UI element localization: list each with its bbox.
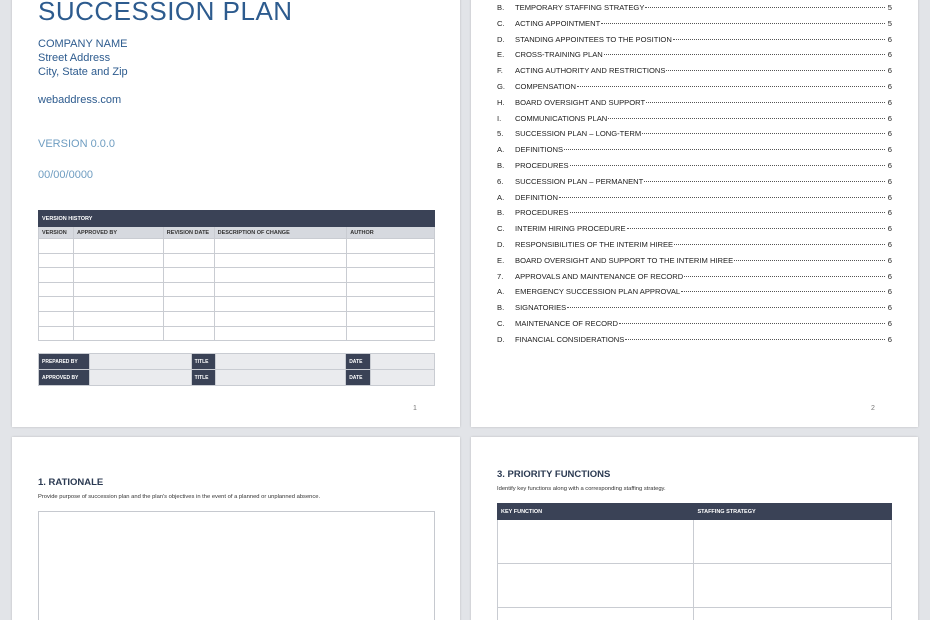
toc-entry-page: 6 [887,287,892,297]
street-address: Street Address [38,52,111,64]
toc-entry-page: 6 [887,240,892,249]
toc-entry-title: PROCEDURES [515,161,569,170]
toc-entry[interactable] [497,35,892,44]
title-field[interactable] [215,354,346,370]
toc-entry-title: SUCCESSION PLAN – LONG-TERM [515,129,642,139]
section-heading: 3. PRIORITY FUNCTIONS [497,469,611,480]
toc-entry[interactable] [497,66,892,75]
toc-entry-number: B. [497,161,505,170]
toc-entry[interactable] [497,256,892,265]
version-label: VERSION 0.0.0 [38,138,116,150]
toc-entry-page: 6 [887,208,892,218]
toc-leader-dots [666,70,885,71]
toc-entry-title: CROSS-TRAINING PLAN [515,50,603,60]
toc-entry-page: 6 [887,129,892,139]
table-row[interactable] [39,253,435,268]
section-instructions: Provide purpose of succession plan and the plan's objectives in the event of a planned or unplanned absence. [38,494,321,500]
page-number: 1 [413,405,417,412]
toc-entry[interactable] [497,303,892,312]
toc-leader-dots [564,149,885,150]
toc-entry-number: B. [497,303,505,313]
toc-entry-number: A. [497,287,505,297]
toc-entry-page: 6 [887,50,892,60]
toc-leader-dots [674,244,885,245]
toc-entry-title: INTERIM HIRING PROCEDURE [515,224,626,234]
signoff-table [38,353,435,386]
toc-entry-number: H. [497,97,505,107]
toc-entry-page: 6 [887,97,892,107]
table-row[interactable] [498,520,892,564]
toc-entry-number: 6. [497,176,504,186]
table-row[interactable] [39,268,435,283]
toc-leader-dots [646,102,885,103]
toc-entry[interactable] [497,114,892,123]
toc-entry[interactable] [497,224,892,233]
toc-entry-number: F. [497,66,503,76]
toc-entry-title: SUCCESSION PLAN – PERMANENT [515,176,644,186]
toc-leader-dots [734,260,885,261]
toc-entry-title: STANDING APPOINTEES TO THE POSITION [515,34,672,44]
toc-leader-dots [604,54,885,55]
title-label: TITLE [191,354,215,370]
toc-entry[interactable] [497,3,892,12]
toc-leader-dots [644,181,885,182]
date-label: DATE [346,354,371,370]
toc-entry-page: 6 [887,255,892,265]
toc-entry-title: ACTING APPOINTMENT [515,18,601,28]
table-row[interactable] [39,282,435,297]
version-history-title: VERSION HISTORY [39,211,435,227]
toc-entry-title: FINANCIAL CONSIDERATIONS [515,334,625,344]
toc-entry-page: 6 [887,82,892,91]
toc-entry-page: 5 [887,18,892,28]
toc-entry-number: A. [497,192,505,202]
toc-entry-title: PROCEDURES [515,208,569,218]
prepared-by-field[interactable] [89,354,191,370]
toc-leader-dots [577,86,885,87]
toc-entry-number: 5. [497,129,504,139]
toc-entry-page: 6 [887,113,892,123]
toc-entry-page: 6 [887,303,892,313]
toc-entry[interactable] [497,129,892,138]
toc-entry-title: APPROVALS AND MAINTENANCE OF RECORD [515,271,684,281]
toc-leader-dots [601,23,885,24]
column-header: VERSION [39,227,74,239]
table-row[interactable] [39,326,435,341]
table-row[interactable] [39,297,435,312]
approved-by-label: APPROVED BY [39,370,90,386]
toc-entry-number: C. [497,319,505,328]
page-3 [12,437,460,620]
column-header: DESCRIPTION OF CHANGE [214,227,347,239]
toc-entry-page: 6 [887,176,892,186]
toc-entry-title: TEMPORARY STAFFING STRATEGY [515,3,645,12]
toc-entry[interactable] [497,193,892,202]
toc-entry-page: 6 [887,192,892,202]
toc-entry-number: 7. [497,271,504,281]
toc-entry-page: 6 [887,319,892,328]
city-state-zip: City, State and Zip [38,66,128,78]
toc-entry[interactable] [497,98,892,107]
toc-entry-page: 6 [887,161,892,170]
toc-entry-title: MAINTENANCE OF RECORD [515,319,618,328]
rationale-text-area[interactable] [38,511,435,620]
toc-entry-page: 5 [887,3,892,12]
prepared-by-label: PREPARED BY [39,354,90,370]
date-field[interactable] [371,354,435,370]
toc-entry-number: E. [497,255,505,265]
page-2 [471,0,918,427]
toc-entry-number: C. [497,224,505,234]
title-label: TITLE [191,370,215,386]
toc-entry[interactable] [497,177,892,186]
toc-entry-number: E. [497,50,505,60]
toc-entry[interactable] [497,335,892,344]
toc-entry[interactable] [497,272,892,281]
toc-leader-dots [684,276,885,277]
toc-entry-title: BOARD OVERSIGHT AND SUPPORT TO THE INTERIM HIREE [515,255,734,265]
table-row[interactable] [39,311,435,326]
title-field[interactable] [215,370,346,386]
priority-functions-table [497,503,892,620]
toc-entry-number: G. [497,82,506,91]
column-header: KEY FUNCTION [498,504,694,520]
toc-entry-title: DEFINITION [515,192,559,202]
company-name: COMPANY NAME [38,38,128,50]
toc-entry-title: SIGNATORIES [515,303,567,313]
version-history-table [38,210,435,341]
document-title: SUCCESSION PLAN [38,0,293,26]
table-row[interactable] [498,564,892,608]
date-label: DATE [346,370,371,386]
toc-entry-number: C. [497,18,505,28]
toc-entry-number: D. [497,240,505,249]
toc-entry[interactable] [497,319,892,328]
toc-entry-title: ACTING AUTHORITY AND RESTRICTIONS [515,66,666,76]
toc-entry-number: B. [497,208,505,218]
section-heading: 1. RATIONALE [38,477,104,488]
toc-entry-page: 6 [887,271,892,281]
table-row[interactable] [39,239,435,254]
toc-entry-page: 6 [887,145,892,155]
section-instructions: Identify key functions along with a corresponding staffing strategy. [497,486,666,492]
toc-entry-page: 6 [887,224,892,234]
toc-entry[interactable] [497,287,892,296]
toc-leader-dots [567,307,885,308]
toc-entry[interactable] [497,82,892,91]
toc-leader-dots [570,212,885,213]
column-header: AUTHOR [347,227,435,239]
toc-leader-dots [608,118,885,119]
toc-entry-page: 6 [887,34,892,44]
toc-entry[interactable] [497,145,892,154]
toc-leader-dots [642,133,885,134]
page-1 [12,0,460,427]
toc-entry-number: I. [497,113,502,123]
toc-leader-dots [619,323,885,324]
toc-leader-dots [570,165,885,166]
toc-leader-dots [673,39,885,40]
column-header: APPROVED BY [73,227,163,239]
column-header: REVISION DATE [163,227,214,239]
toc-leader-dots [627,228,885,229]
toc-entry[interactable] [497,50,892,59]
toc-entry[interactable] [497,19,892,28]
toc-leader-dots [559,197,885,198]
table-row[interactable] [498,608,892,620]
page-number: 2 [871,405,875,412]
date-field[interactable] [371,370,435,386]
toc-entry-page: 6 [887,66,892,76]
toc-entry-title: RESPONSIBILITIES OF THE INTERIM HIREE [515,240,674,249]
toc-entry-number: D. [497,334,505,344]
toc-entry-title: BOARD OVERSIGHT AND SUPPORT [515,97,646,107]
approved-by-field[interactable] [89,370,191,386]
toc-entry[interactable] [497,161,892,170]
toc-entry-number: D. [497,34,505,44]
document-date: 00/00/0000 [38,169,94,181]
page-4 [471,437,918,620]
toc-leader-dots [625,339,885,340]
toc-entry-title: COMPENSATION [515,82,577,91]
toc-entry-number: B. [497,3,505,12]
toc-entry-title: EMERGENCY SUCCESSION PLAN APPROVAL [515,287,681,297]
web-address: webaddress.com [38,94,122,106]
toc-leader-dots [645,7,885,8]
toc-entry-number: A. [497,145,505,155]
toc-entry-page: 6 [887,334,892,344]
toc-leader-dots [681,291,885,292]
toc-entry[interactable] [497,208,892,217]
toc-entry[interactable] [497,240,892,249]
toc-entry-title: DEFINITIONS [515,145,564,155]
column-header: STAFFING STRATEGY [694,504,892,520]
toc-entry-title: COMMUNICATIONS PLAN [515,113,608,123]
